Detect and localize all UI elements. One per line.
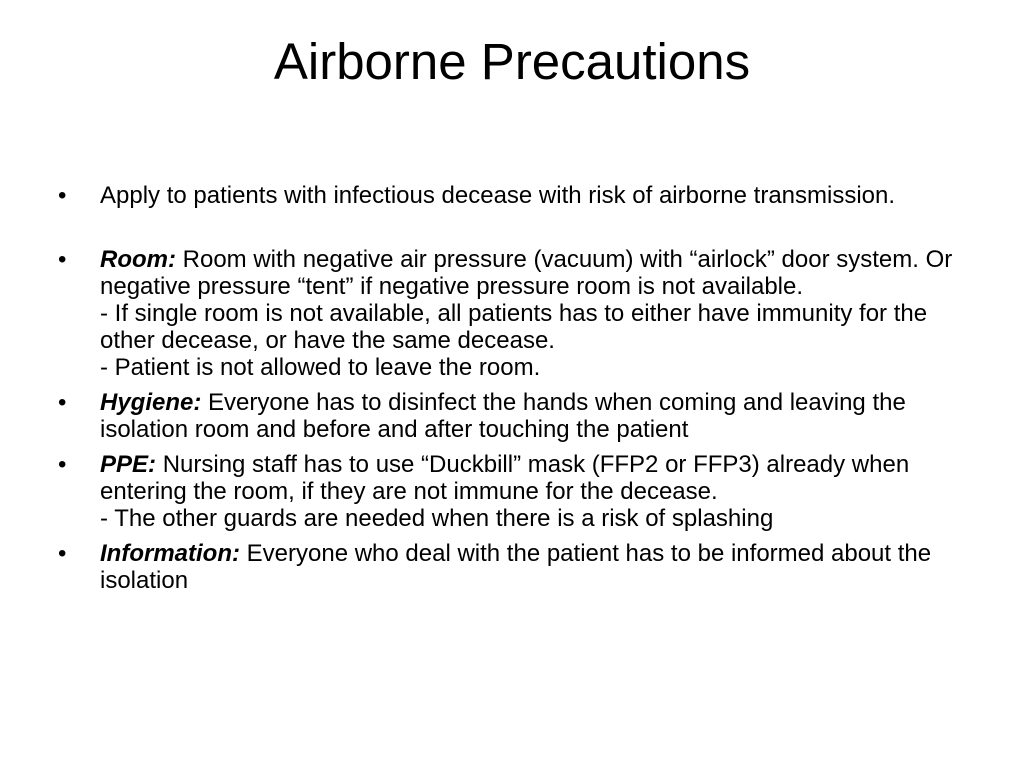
bullet-icon: •	[58, 540, 67, 567]
bullet-item-ppe	[58, 451, 978, 532]
slide-title: Airborne Precautions	[273, 33, 751, 90]
bullet-icon: •	[58, 389, 67, 416]
bullet-text	[100, 246, 978, 300]
bullet-item-information	[58, 540, 978, 594]
bullet-lead: PPE:	[100, 451, 157, 478]
bullet-text	[100, 451, 978, 505]
bullet-text	[100, 389, 978, 443]
bullet-subline: - If single room is not available, all patients has to either have immunity for the other decease, or have the same decease.	[100, 300, 928, 354]
bullet-item-apply	[58, 182, 978, 209]
bullet-body: Apply to patients with infectious decease with risk of airborne transmission.	[100, 182, 896, 209]
bullet-text	[100, 182, 978, 209]
bullet-body: Nursing staff has to use “Duckbill” mask (FFP2 or FFP3) already when entering the room, if they are not immune for the decease.	[100, 451, 910, 505]
bullet-icon: •	[58, 182, 67, 209]
bullet-icon: •	[58, 246, 67, 273]
bullet-icon: •	[58, 451, 67, 478]
bullet-subline: - The other guards are needed when there is a risk of splashing	[100, 505, 774, 532]
bullet-text	[100, 540, 978, 594]
bullet-lead: Information:	[100, 540, 240, 567]
bullet-item-room	[58, 246, 978, 381]
bullet-lead: Room:	[100, 246, 176, 273]
bullet-lead: Hygiene:	[100, 389, 202, 416]
bullet-body: Everyone who deal with the patient has to be informed about the isolation	[100, 540, 932, 594]
bullet-item-hygiene	[58, 389, 978, 443]
bullet-body: Everyone has to disinfect the hands when coming and leaving the isolation room and before and after touching the patient	[100, 389, 906, 443]
bullet-list	[58, 182, 978, 602]
bullet-subline: - Patient is not allowed to leave the room.	[100, 354, 541, 381]
bullet-body: Room with negative air pressure (vacuum) with “airlock” door system. Or negative pressure “tent” if negative pressure room is not available.	[100, 246, 953, 300]
